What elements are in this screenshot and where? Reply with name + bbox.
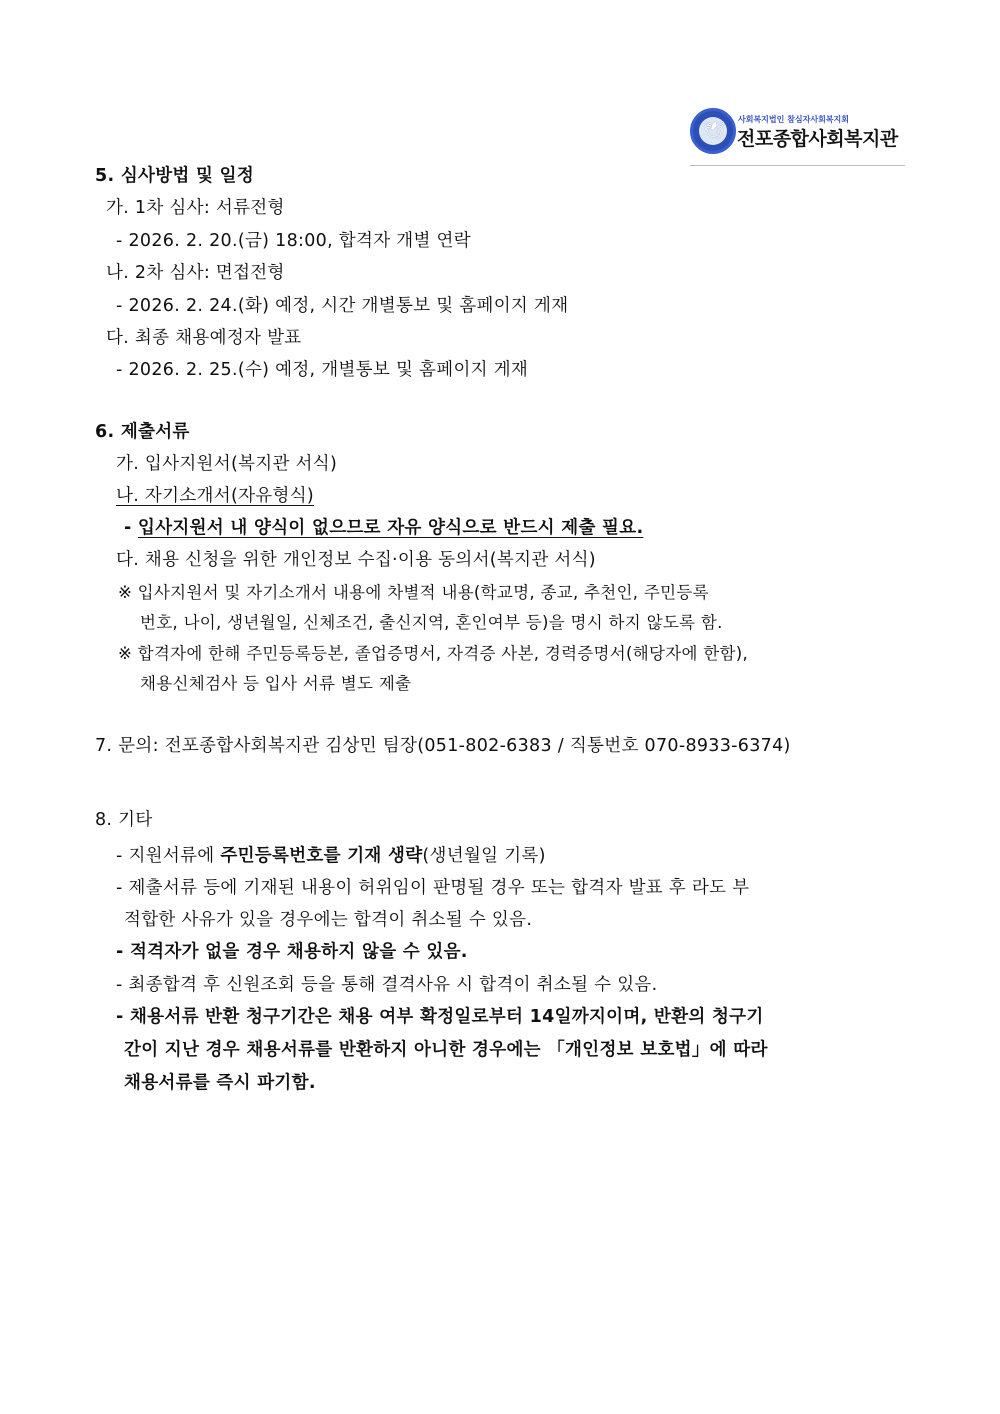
item-1-prefix: - 지원서류에 [116,846,221,866]
section-8-item-1 [116,844,546,868]
section-5-item-c: 다. 최종 채용예정자 발표 [106,328,302,348]
section-5-item-b: 나. 2차 심사: 면접전형 [106,263,285,283]
logo-subtitle: 사회복지법인 참심자사회복지회 [738,115,849,124]
section-8-item-4: - 최종합격 후 신원조회 등을 통해 결격사유 시 합격이 취소될 수 있음. [116,975,658,995]
section-6-note-2-line-1: ※ 합격자에 한해 주민등록등본, 졸업증명서, 자격증 사본, 경력증명서(해당자에 한함), [118,644,749,663]
section-6-item-b: 나. 자기소개서(자유형식) [116,486,315,506]
organization-logo [690,106,905,168]
section-5-item-a-detail: - 2026. 2. 20.(금) 18:00, 합격자 개별 연락 [116,231,471,251]
section-5-title: 5. 심사방법 및 일정 [95,166,255,186]
section-8-item-5-line-1: - 채용서류 반환 청구기간은 채용 여부 확정일로부터 14일까지이며, 반환의 청구기 [116,1007,764,1027]
note-text: 입사지원서 내 양식이 없으므로 자유 양식으로 반드시 제출 필요. [137,518,644,538]
section-5-item-c-detail: - 2026. 2. 25.(수) 예정, 개별통보 및 홈페이지 게재 [116,360,529,380]
section-6-item-b-note [124,516,643,540]
item-1-bold: 주민등록번호를 기재 생략 [220,846,423,866]
section-6-item-c: 다. 채용 신청을 위한 개인정보 수집·이용 동의서(복지관 서식) [116,550,596,570]
section-5-item-a: 가. 1차 심사: 서류전형 [106,198,285,218]
header-divider [690,165,905,166]
section-6-note-2-line-2: 채용신체검사 등 입사 서류 별도 제출 [140,674,412,693]
logo-title: 전포종합사회복지관 [737,128,898,150]
dash: - [124,518,132,538]
section-5-item-b-detail: - 2026. 2. 24.(화) 예정, 시간 개별통보 및 홈페이지 게재 [116,296,569,316]
section-8-title: 8. 기타 [95,810,153,830]
section-6-note-1-line-2: 번호, 나이, 생년월일, 신체조건, 출신지역, 혼인여부 등)을 명시 하지 않도록 함. [140,613,723,632]
dove-emblem-icon: 🕊 [690,108,736,154]
item-1-suffix: (생년월일 기록) [422,846,546,866]
section-8-item-5-line-2: 간이 지난 경우 채용서류를 반환하지 아니한 경우에는 「개인정보 보호법」에 따라 [124,1040,768,1060]
section-7-contact: 7. 문의: 전포종합사회복지관 김상민 팀장(051-802-6383 / 직통번호 070-8933-6374) [95,736,791,756]
section-8-item-3: - 적격자가 없을 경우 채용하지 않을 수 있음. [116,942,468,962]
section-8-item-2-line-1: - 제출서류 등에 기재된 내용이 허위임이 판명될 경우 또는 합격자 발표 후 라도 부 [116,878,750,898]
section-6-title: 6. 제출서류 [95,422,190,442]
section-8-item-5-line-3: 채용서류를 즉시 파기함. [124,1073,316,1093]
section-6-note-1-line-1: ※ 입사지원서 및 자기소개서 내용에 차별적 내용(학교명, 종교, 추천인, 주민등록 [118,583,709,602]
section-6-item-a: 가. 입사지원서(복지관 서식) [116,454,338,474]
section-8-item-2-line-2: 적합한 사유가 있을 경우에는 합격이 취소될 수 있음. [124,910,533,930]
